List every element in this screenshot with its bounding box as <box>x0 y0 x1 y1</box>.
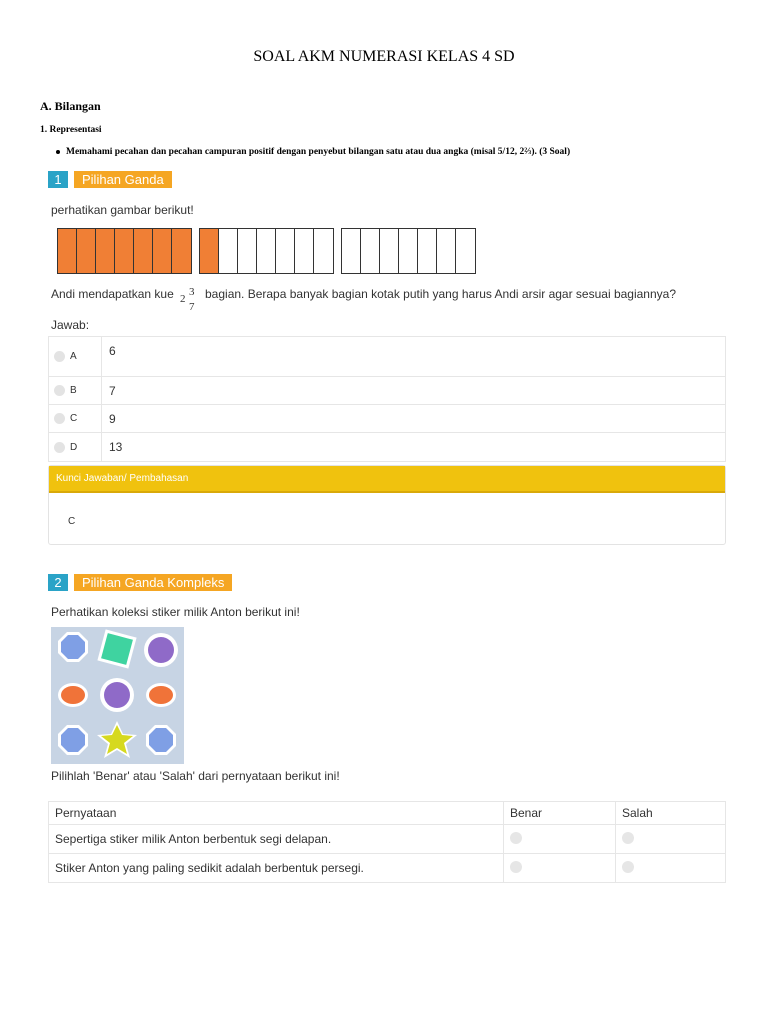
subsection-heading: 1. Representasi <box>40 125 102 135</box>
statement-cell: Sepertiga stiker milik Anton berbentuk segi delapan. <box>49 825 504 854</box>
competency-bullet <box>56 147 570 157</box>
shaded-box-cell <box>172 229 191 273</box>
radio-button[interactable] <box>54 351 65 362</box>
question-2-instruction: Pilihlah 'Benar' atau 'Salah' dari pernyataan berikut ini! <box>51 769 340 783</box>
option-letter: B <box>70 385 77 396</box>
fraction-numerator: 3 <box>189 286 195 298</box>
table-row <box>49 854 726 883</box>
option-selector[interactable] <box>49 377 102 404</box>
option-row[interactable] <box>49 433 725 461</box>
octagon-sticker <box>58 725 88 755</box>
column-header-false: Salah <box>616 802 726 825</box>
shaded-box-cell <box>134 229 153 273</box>
shaded-box-cell <box>77 229 96 273</box>
empty-box-cell <box>456 229 475 273</box>
document-title: SOAL AKM NUMERASI KELAS 4 SD <box>253 48 515 65</box>
option-text: 13 <box>109 440 123 454</box>
radio-button[interactable] <box>510 832 522 844</box>
shaded-box-cell <box>153 229 172 273</box>
answer-key-title: Kunci Jawaban/ Pembahasan <box>49 466 725 493</box>
question-1-header <box>48 171 172 188</box>
option-letter: C <box>70 413 78 424</box>
answer-label: Jawab: <box>51 318 90 332</box>
question-number-badge: 2 <box>48 574 68 591</box>
radio-button[interactable] <box>622 861 634 873</box>
answer-key-panel <box>48 465 726 545</box>
sticker-collection-image <box>51 627 184 764</box>
radio-button[interactable] <box>622 832 634 844</box>
radio-button[interactable] <box>54 442 65 453</box>
statement-cell: Stiker Anton yang paling sedikit adalah berbentuk persegi. <box>49 854 504 883</box>
column-header-statement: Pernyataan <box>49 802 504 825</box>
option-text: 6 <box>109 344 116 358</box>
true-radio-cell[interactable] <box>504 825 616 854</box>
radio-button[interactable] <box>54 413 65 424</box>
empty-box-cell <box>380 229 399 273</box>
answer-key-value: C <box>68 516 76 527</box>
question-type-badge: Pilihan Ganda <box>74 171 172 188</box>
octagon-sticker <box>58 632 88 662</box>
option-selector[interactable] <box>49 405 102 432</box>
question-2-prompt: Perhatikan koleksi stiker milik Anton berikut ini! <box>51 605 300 619</box>
circle-sticker <box>100 678 134 712</box>
empty-box-cell <box>361 229 380 273</box>
true-radio-cell[interactable] <box>504 854 616 883</box>
option-letter: A <box>70 351 77 362</box>
circle-sticker <box>144 633 178 667</box>
answer-options <box>48 336 726 462</box>
competency-text: Memahami pecahan dan pecahan campuran positif dengan penyebut bilangan satu atau dua angka (misal 5/12, 2⅔). (3 Soal) <box>66 147 571 157</box>
empty-box-cell <box>219 229 238 273</box>
option-row[interactable] <box>49 377 725 405</box>
section-heading: A. Bilangan <box>40 99 101 113</box>
question-1-text-after: bagian. Berapa banyak bagian kotak putih yang harus Andi arsir agar sesuai bagiannya? <box>205 287 676 301</box>
option-letter: D <box>70 441 78 453</box>
empty-box-cell <box>257 229 276 273</box>
shaded-box-cell <box>58 229 77 273</box>
fraction-whole: 2 <box>180 293 186 305</box>
radio-button[interactable] <box>510 861 522 873</box>
true-false-table <box>48 801 726 883</box>
empty-box-cell <box>399 229 418 273</box>
shaded-box-cell <box>115 229 134 273</box>
star-sticker <box>97 721 137 758</box>
empty-box-cell <box>238 229 257 273</box>
question-2-header <box>48 574 232 591</box>
question-1-text-before: Andi mendapatkan kue <box>51 287 174 301</box>
question-number-badge: 1 <box>48 171 68 188</box>
option-row[interactable] <box>49 337 725 377</box>
empty-box-cell <box>437 229 456 273</box>
fraction-box-group-2 <box>199 228 334 274</box>
octagon-sticker <box>146 725 176 755</box>
option-text: 7 <box>109 383 116 398</box>
table-header-row <box>49 802 726 825</box>
empty-box-cell <box>276 229 295 273</box>
empty-box-cell <box>314 229 333 273</box>
option-selector[interactable] <box>49 433 102 461</box>
empty-box-cell <box>418 229 437 273</box>
square-sticker <box>97 629 136 668</box>
shaded-box-cell <box>96 229 115 273</box>
question-1-prompt: perhatikan gambar berikut! <box>51 203 194 217</box>
oval-sticker <box>58 683 88 707</box>
false-radio-cell[interactable] <box>616 854 726 883</box>
option-selector[interactable] <box>49 337 102 376</box>
shaded-box-cell <box>200 229 219 273</box>
fraction-denominator: 7 <box>189 301 195 313</box>
oval-sticker <box>146 683 176 707</box>
empty-box-cell <box>295 229 314 273</box>
question-type-badge: Pilihan Ganda Kompleks <box>74 574 232 591</box>
fraction-box-group-3 <box>341 228 476 274</box>
radio-button[interactable] <box>54 385 65 396</box>
false-radio-cell[interactable] <box>616 825 726 854</box>
table-row <box>49 825 726 854</box>
fraction-box-group-1 <box>57 228 192 274</box>
column-header-true: Benar <box>504 802 616 825</box>
option-row[interactable] <box>49 405 725 433</box>
empty-box-cell <box>342 229 361 273</box>
option-text: 9 <box>109 411 116 426</box>
bullet-icon <box>56 150 60 154</box>
